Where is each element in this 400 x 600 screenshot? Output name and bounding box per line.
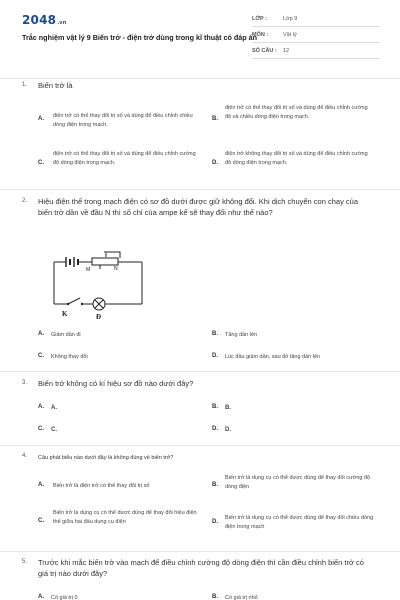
option-text: điện trở có thể thay đổi trị số và dùng để điều chỉnh chiều dòng điện trong mạch. [53, 113, 193, 128]
option-letter: B. [212, 594, 218, 600]
label-k: K [62, 310, 68, 318]
label-d: Đ [96, 313, 102, 320]
site-logo[interactable] [22, 13, 67, 27]
option-text: Biến trở là dụng cụ có thể được dùng để thay đổi hiệu điện thế giữa hai đầu dụng cụ điện [53, 510, 197, 525]
question-number: 3. [22, 380, 28, 386]
option-text: Biến trở là dụng cụ có thể được dùng để thay đổi chiều dòng điện trong mạch [225, 515, 374, 530]
option-letter: A. [38, 482, 44, 488]
option-letter: C. [38, 426, 44, 432]
meta-value: Lớp 9 [283, 16, 298, 22]
meta-key: LỚP : [252, 16, 267, 22]
logo-sub-text: .vn [57, 20, 67, 26]
option-letter: B. [212, 331, 218, 337]
option-text: Biến trở là dụng cụ có thể được dùng để thay đổi cường độ dòng điện [225, 475, 371, 490]
question-divider [0, 189, 400, 190]
option-letter: B. [212, 482, 218, 488]
meta-value: 12 [283, 48, 290, 54]
option-text: D. [225, 427, 231, 433]
meta-key: MÔN : [252, 32, 269, 38]
meta-value: Vật lý [283, 32, 297, 38]
option-text: điện trở có thể thay đổi trị số và dùng để điều chỉnh cường độ dòng điện trong mạch. [53, 151, 196, 166]
label-n: N [114, 266, 118, 272]
question-number: 2. [22, 198, 28, 204]
question-text: Câu phát biểu nào dưới đây là không đúng về biến trở? [38, 455, 174, 461]
option-letter: A. [38, 404, 44, 410]
option-letter: C. [38, 160, 44, 166]
option-letter: D. [212, 353, 218, 359]
meta-divider [252, 58, 380, 59]
option-text: Có giá trị 0 [51, 595, 78, 600]
option-text: B. [225, 405, 231, 411]
option-text: Lúc đầu giảm dần, sau đó tăng dần lên [225, 354, 321, 360]
option-letter: B. [212, 116, 218, 122]
option-letter: C. [38, 353, 44, 359]
option-letter: A. [38, 116, 44, 122]
meta-key: SỐ CÂU : [252, 48, 277, 54]
option-letter: D. [212, 519, 218, 525]
label-m: M [86, 267, 91, 273]
document-title: Trắc nghiệm vật lý 9 Biến trở - điện trở dùng trong kĩ thuật có đáp án [22, 33, 258, 42]
option-letter: D. [212, 160, 218, 166]
question-number: 4. [22, 453, 28, 459]
meta-divider [252, 26, 380, 27]
switch-contact [81, 303, 83, 305]
page-header [0, 0, 400, 75]
header-divider [0, 78, 400, 79]
option-letter: D. [212, 426, 218, 432]
option-text: Không thay đổi [51, 354, 88, 360]
question-text: Hiệu điện thế trong mạch điện có sơ đồ dưới được giữ không đổi. Khi dịch chuyển con chạy của biến trở dần về đầu N thì số chỉ của ampe kế sẽ thay đổi như thế nào? [38, 197, 358, 217]
question-divider [0, 551, 400, 552]
question-number: 5. [22, 559, 28, 565]
option-text: A. [51, 405, 57, 411]
option-letter: A. [38, 331, 44, 337]
option-text: điện trở có thể thay đổi trị số và dùng để điều chỉnh cường độ và chiều dòng điện trong mạch. [225, 105, 368, 120]
question-text: Biến trở là [38, 81, 73, 90]
switch-contact [67, 303, 69, 305]
option-text: Có giá trị nhỏ [225, 595, 258, 600]
option-letter: A. [38, 594, 44, 600]
question-text: Trước khi mắc biến trở vào mạch để điều chỉnh cường độ dòng điện thì cần điều chỉnh biến trở có giá trị nào dưới đây? [38, 558, 364, 578]
option-text: Biến trở là điện trở có thể thay đổi trị số [53, 483, 150, 489]
question-divider [0, 371, 400, 372]
question-text: Biến trở không có kí hiệu sơ đồ nào dưới đây? [38, 379, 194, 388]
option-text: điện trở không thay đổi trị số và dùng để điều chỉnh cường độ dòng điện trong mạch. [225, 151, 368, 166]
option-text: C. [51, 427, 57, 433]
meta-divider [252, 42, 380, 43]
circuit-diagram [48, 248, 148, 320]
option-letter: C. [38, 518, 44, 524]
question-number: 1. [22, 82, 28, 88]
option-text: Tăng dần lên [225, 332, 258, 338]
option-text: Giảm dần đi [51, 332, 81, 338]
question-divider [0, 445, 400, 446]
logo-main-text: 2048 [22, 13, 57, 27]
option-letter: B. [212, 404, 218, 410]
